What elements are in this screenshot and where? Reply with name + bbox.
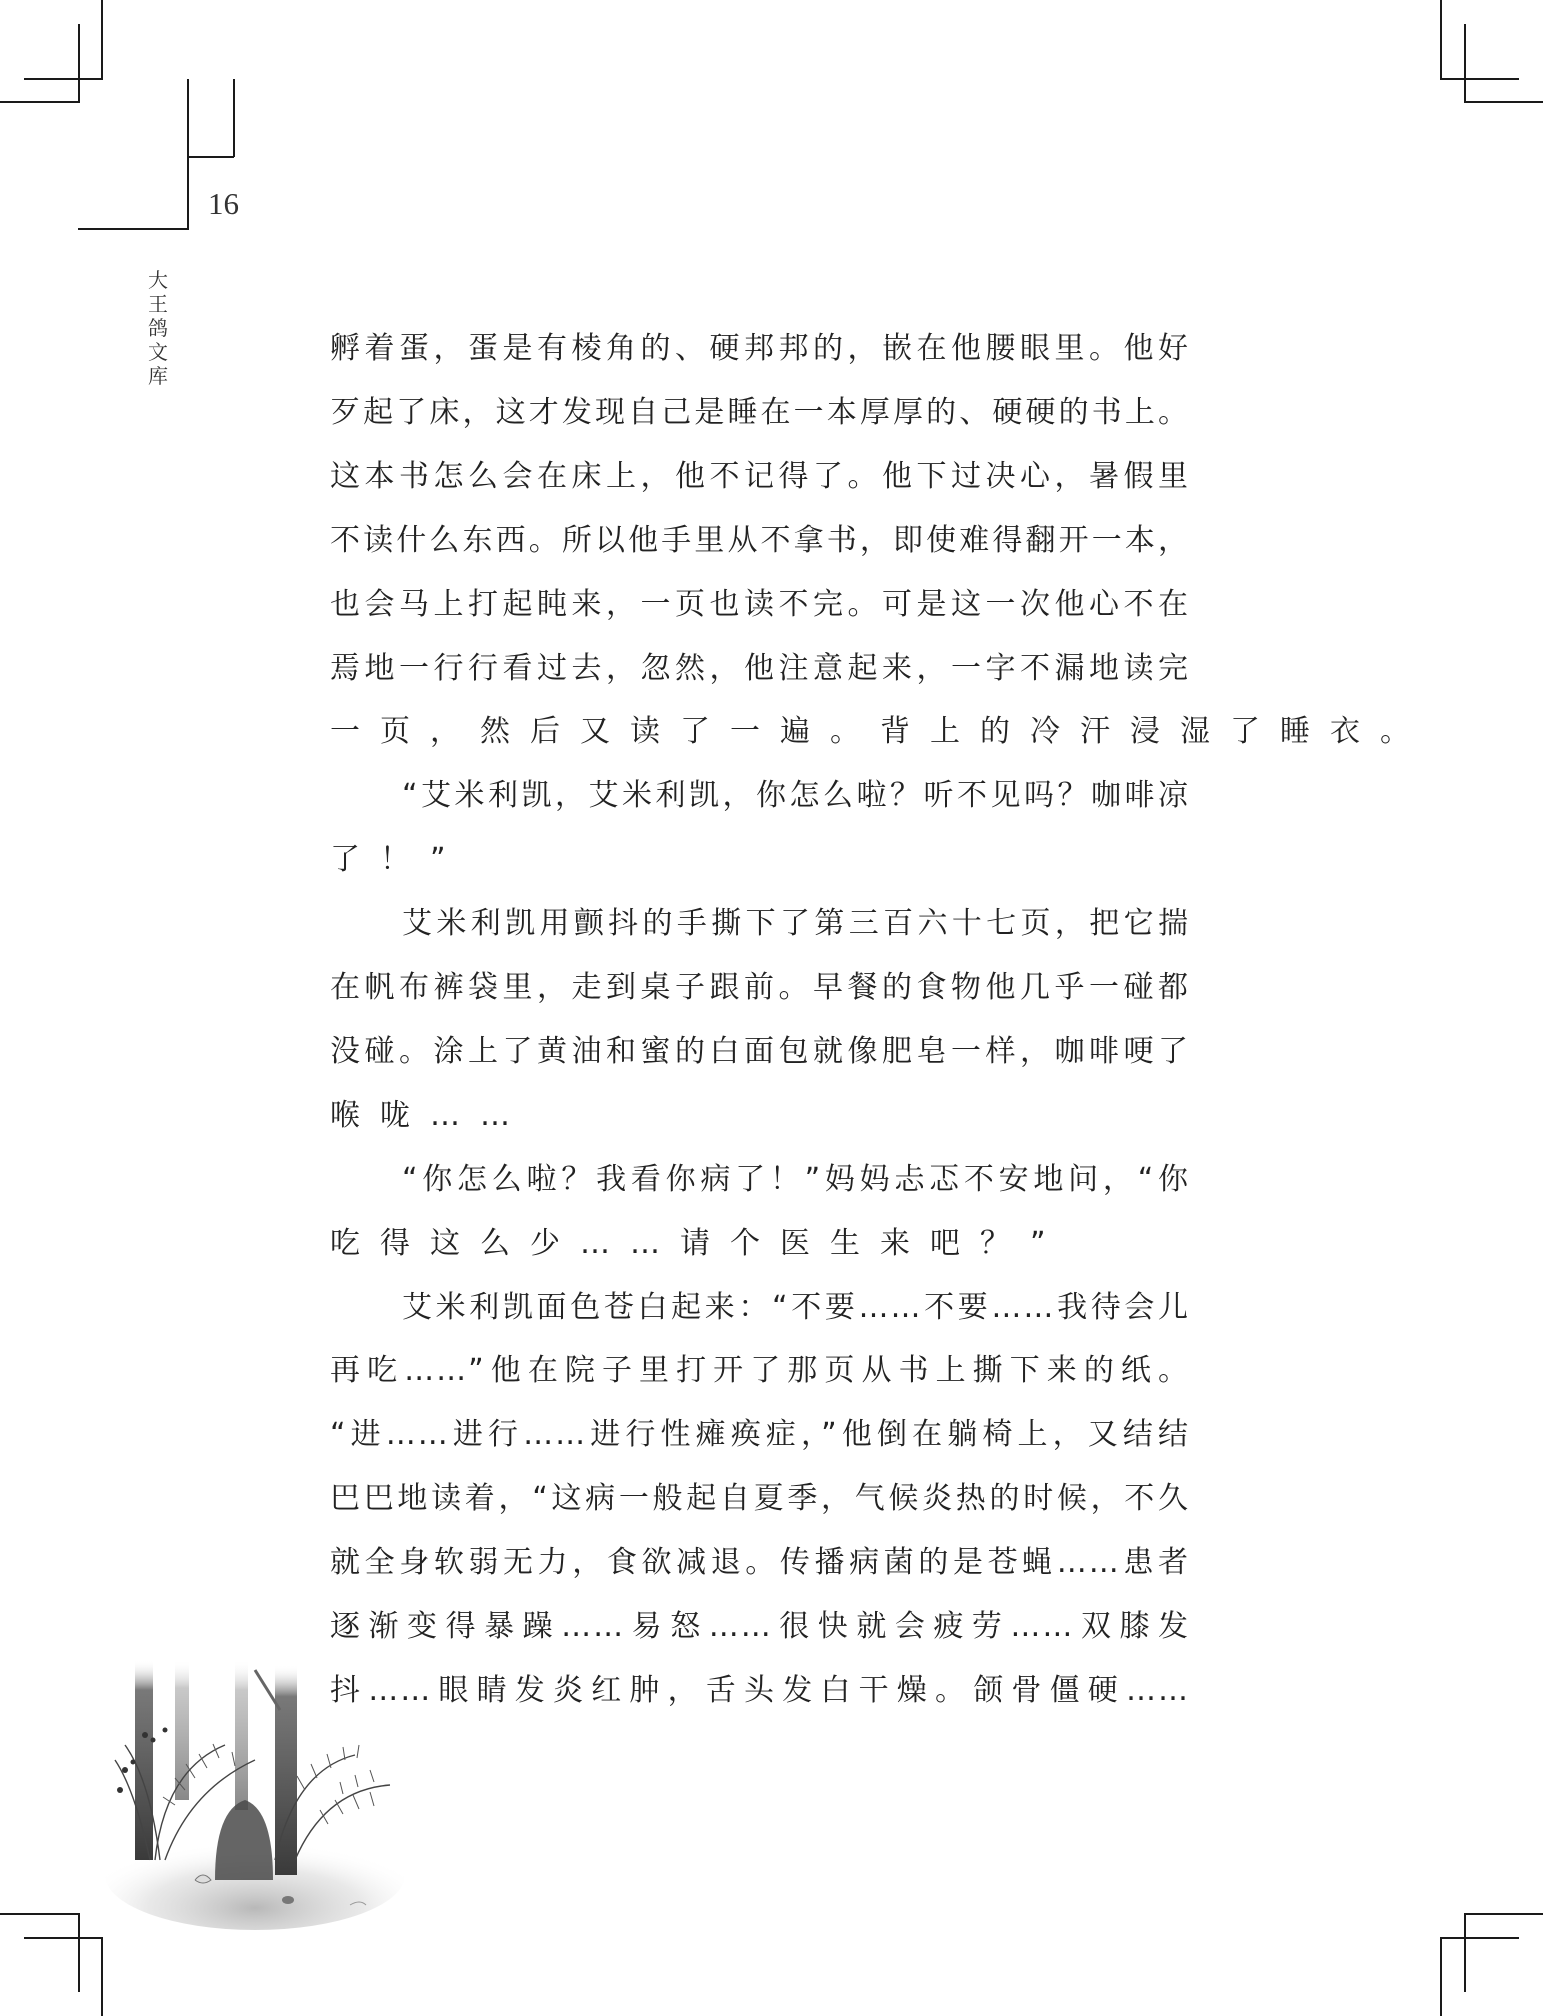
text-line: 不读什么东西。所以他手里从不拿书，即使难得翻开一本， — [330, 522, 1190, 558]
text-line: 再吃……”他在院子里打开了那页从书上撕下来的纸。 — [330, 1353, 1190, 1389]
text-line: 这本书怎么会在床上，他不记得了。他下过决心，暑假里 — [330, 458, 1190, 494]
crop-mark — [24, 1937, 103, 1939]
crop-mark — [1440, 78, 1519, 80]
crop-mark — [1440, 0, 1442, 79]
text-line: 也会马上打起盹来，一页也读不完。可是这一次他心不在 — [330, 586, 1190, 622]
crop-mark — [0, 101, 80, 103]
text-line: 就全身软弱无力，食欲减退。传播病菌的是苍蝇……患者 — [330, 1545, 1190, 1581]
page-number: 16 — [208, 186, 239, 221]
text-line: “艾米利凯，艾米利凯，你怎么啦？听不见吗？咖啡凉 — [402, 778, 1190, 814]
text-line: 一页，然后又读了一遍。背上的冷汗浸湿了睡衣。 — [330, 714, 1430, 750]
bracket-line — [187, 156, 234, 158]
text-line: 抖……眼睛发炎红肿，舌头发白干燥。颌骨僵硬…… — [330, 1672, 1190, 1708]
crop-mark — [1440, 1937, 1442, 2016]
running-head-char: 王 — [148, 292, 168, 316]
bracket-line — [78, 228, 189, 230]
bracket-line — [233, 79, 235, 157]
text-line: 焉地一行行看过去，忽然，他注意起来，一字不漏地读完 — [330, 650, 1190, 686]
text-line: 喉咙…… — [330, 1097, 530, 1133]
bracket-line — [187, 79, 189, 230]
text-line: 了！” — [330, 842, 466, 878]
crop-mark — [1464, 1913, 1466, 1992]
crop-mark — [101, 1937, 103, 2016]
text-line: 在帆布裤袋里，走到桌子跟前。早餐的食物他几乎一碰都 — [330, 970, 1190, 1005]
crop-mark — [1440, 1937, 1519, 1939]
text-line: 歹起了床，这才发现自己是睡在一本厚厚的、硬硬的书上。 — [330, 394, 1190, 430]
text-line: 艾米利凯用颤抖的手撕下了第三百六十七页，把它揣 — [402, 906, 1190, 942]
text-line: 没碰。涂上了黄油和蜜的白面包就像肥皂一样，咖啡哽了 — [330, 1033, 1190, 1069]
crop-mark — [1464, 1913, 1543, 1915]
text-line: 巴巴地读着，“这病一般起自夏季，气候炎热的时候，不久 — [330, 1481, 1190, 1517]
crop-mark — [1464, 24, 1466, 103]
crop-mark — [1464, 101, 1543, 103]
running-head-char: 文 — [148, 340, 168, 364]
text-line: 艾米利凯面色苍白起来：“不要……不要……我待会儿 — [402, 1289, 1190, 1325]
running-head-char: 大 — [148, 268, 168, 292]
running-head-char: 库 — [148, 364, 168, 388]
crop-mark — [24, 78, 103, 80]
crop-mark — [0, 1913, 80, 1915]
text-line: 逐渐变得暴躁……易怒……很快就会疲劳……双膝发 — [330, 1609, 1190, 1644]
crop-mark — [101, 0, 103, 79]
forest-illustration-icon — [95, 1650, 415, 1930]
crop-mark — [78, 24, 80, 103]
text-line: “你怎么啦？我看你病了！”妈妈忐忑不安地问，“你 — [402, 1161, 1190, 1197]
running-head-char: 鸽 — [148, 316, 168, 340]
text-line: 吃得这么少……请个医生来吧？” — [330, 1225, 1066, 1261]
text-line: 孵着蛋，蛋是有棱角的、硬邦邦的，嵌在他腰眼里。他好 — [330, 331, 1190, 366]
crop-mark — [78, 1913, 80, 1992]
running-head-series-title — [146, 268, 170, 388]
text-line: “进……进行……进行性瘫痪症，”他倒在躺椅上，又结结 — [330, 1417, 1190, 1453]
